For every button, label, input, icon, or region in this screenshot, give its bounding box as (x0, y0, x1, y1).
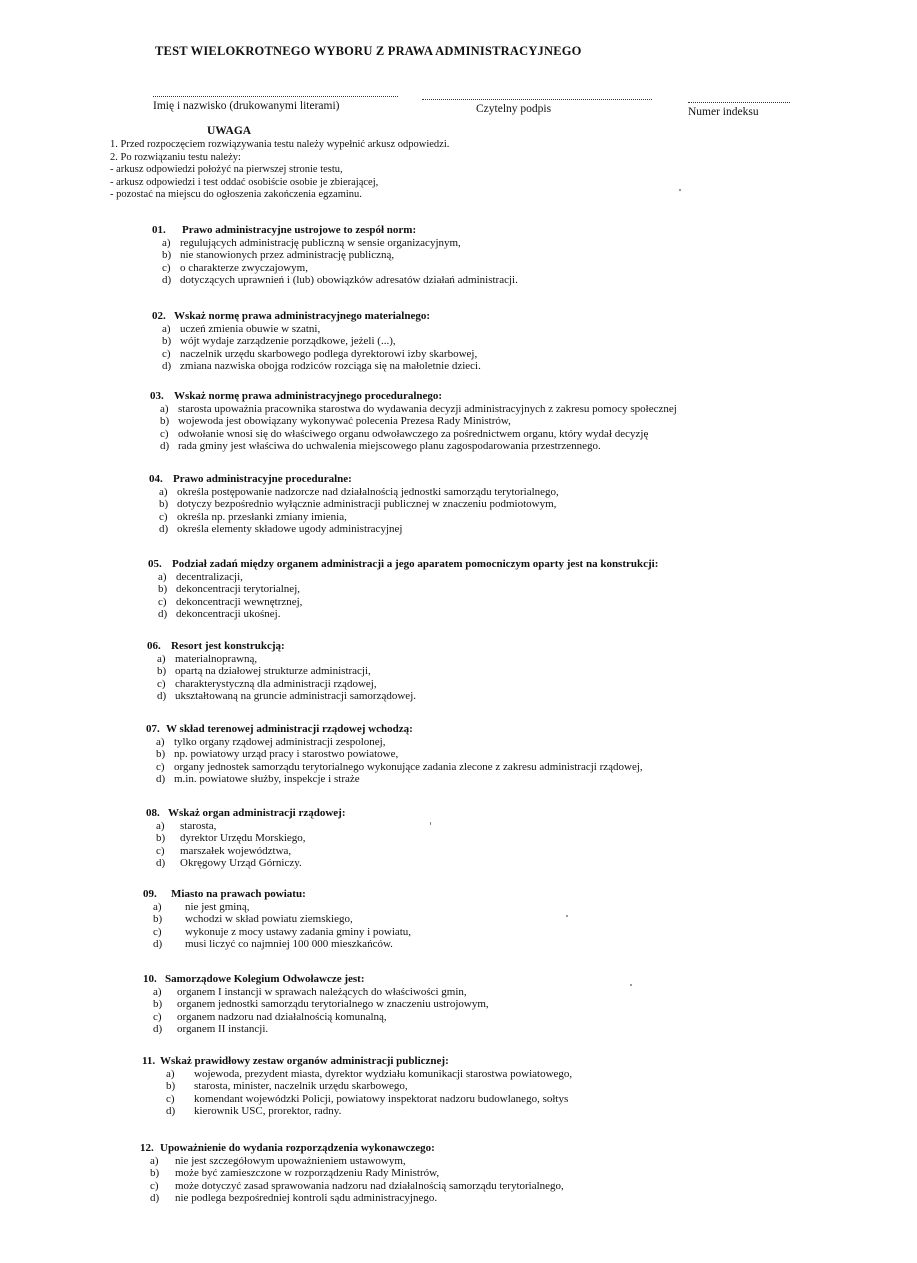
instruction-line: - arkusz odpowiedzi położyć na pierwszej stronie testu, (110, 164, 343, 176)
answer-option[interactable] (150, 1155, 564, 1167)
question-text: Resort jest konstrukcją: (171, 640, 285, 652)
index-field-label: Numer indeksu (688, 106, 759, 118)
answer-option[interactable] (158, 596, 658, 608)
question-08 (146, 807, 346, 870)
answer-letter: a) (153, 986, 162, 998)
question-number: 09. (143, 888, 157, 900)
answer-text: dotyczy bezpośrednio wyłącznie administracji publicznej w znaczeniu podmiotowym, (177, 498, 557, 511)
answer-letter: d) (158, 608, 168, 621)
question-text: Miasto na prawach powiatu: (171, 888, 306, 900)
instruction-line: - pozostać na miejscu do ogłoszenia zakończenia egzaminu. (110, 189, 362, 201)
answer-option[interactable] (162, 360, 481, 372)
scan-speck (630, 984, 632, 986)
question-number: 04. (149, 473, 163, 485)
answer-option[interactable] (153, 1023, 489, 1035)
answer-letter: b) (158, 583, 168, 596)
answer-text: określa postępowanie nadzorcze nad działalnością jednostki samorządu terytorialnego, (177, 486, 559, 498)
answer-option[interactable] (156, 748, 643, 760)
answer-text: może dotyczyć zasad sprawowania nadzoru nad działalnością samorządu terytorialnego, (175, 1179, 564, 1192)
answer-text: naczelnik urzędu skarbowego podlega dyrektorowi izby skarbowej, (180, 347, 478, 360)
answer-letter: c) (159, 510, 168, 523)
question-12 (140, 1142, 564, 1205)
answer-text: wojewoda jest obowiązany wykonywać polecenia Prezesa Rady Ministrów, (178, 415, 511, 428)
name-field-label: Imię i nazwisko (drukowanymi literami) (153, 100, 340, 112)
answer-option[interactable] (156, 857, 346, 869)
answer-text: dekoncentracji terytorialnej, (176, 583, 300, 596)
answer-option[interactable] (153, 998, 489, 1010)
answer-option[interactable] (153, 901, 411, 913)
answer-text: starosta, (180, 820, 217, 832)
answer-letter: d) (153, 938, 163, 951)
answer-option[interactable] (166, 1105, 572, 1117)
question-10 (143, 973, 489, 1036)
question-text: Wskaż organ administracji rządowej: (168, 807, 346, 819)
question-header (148, 558, 658, 570)
question-05 (148, 558, 658, 621)
answer-option[interactable] (159, 523, 559, 535)
answer-text: wójt wydaje zarządzenie porządkowe, jeżeli (...), (180, 335, 396, 348)
question-header (143, 973, 489, 985)
question-04 (149, 473, 559, 536)
answer-text: marszałek województwa, (180, 844, 292, 857)
question-07 (146, 723, 643, 786)
answer-text: Okręgowy Urząd Górniczy. (180, 857, 302, 870)
question-text: Upoważnienie do wydania rozporządzenia wykonawczego: (160, 1142, 435, 1154)
answer-letter: b) (166, 1080, 176, 1093)
question-header (152, 310, 481, 322)
answer-text: tylko organy rządowej administracji zespolonej, (174, 736, 386, 748)
instructions-block (110, 139, 449, 202)
answer-letter: a) (160, 403, 169, 415)
answer-text: decentralizacji, (176, 571, 243, 583)
answer-letter: b) (156, 748, 166, 761)
instruction-line: 1. Przed rozpoczęciem rozwiązywania testu należy wypełnić arkusz odpowiedzi. (110, 139, 450, 150)
scan-speck (430, 822, 431, 825)
answer-text: uczeń zmienia obuwie w szatni, (180, 323, 321, 335)
answer-option[interactable] (156, 820, 346, 832)
answer-text: opartą na działowej strukturze administracji, (175, 665, 371, 678)
question-09 (143, 888, 411, 951)
answer-letter: d) (157, 690, 167, 703)
answer-text: np. powiatowy urząd pracy i starostwo powiatowe, (174, 748, 399, 761)
instructions-heading: UWAGA (207, 125, 252, 137)
answer-text: dekoncentracji ukośnej. (176, 608, 281, 621)
answer-letter: b) (150, 1167, 160, 1180)
answer-letter: d) (156, 857, 166, 870)
answer-letter: b) (153, 998, 163, 1011)
answer-letter: d) (162, 360, 172, 373)
question-number: 05. (148, 558, 162, 570)
question-number: 08. (146, 807, 160, 819)
name-field[interactable] (153, 88, 398, 112)
answer-option[interactable] (157, 653, 416, 665)
answer-text: wykonuje z mocy ustawy zadania gminy i powiatu, (185, 925, 412, 938)
answer-text: m.in. powiatowe służby, inspekcje i straże (174, 773, 360, 786)
answer-letter: a) (156, 736, 165, 748)
instruction-line: - arkusz odpowiedzi i test oddać osobiście osobie je zbierającej, (110, 176, 379, 188)
answer-text: starosta, minister, naczelnik urzędu skarbowego, (194, 1080, 408, 1093)
answer-text: organem II instancji. (177, 1023, 269, 1036)
answer-text: dekoncentracji wewnętrznej, (176, 595, 303, 608)
answer-text: określa np. przesłanki zmiany imienia, (177, 510, 347, 523)
answer-letter: c) (156, 760, 165, 773)
question-text: Wskaż prawidłowy zestaw organów administracji publicznej: (160, 1055, 449, 1067)
answer-letter: a) (153, 901, 162, 913)
question-number: 11. (142, 1055, 156, 1067)
question-header (142, 1055, 572, 1067)
question-header (146, 807, 346, 819)
answer-option[interactable] (162, 274, 518, 286)
answer-letter: d) (166, 1105, 176, 1118)
answer-letter: d) (156, 773, 166, 786)
answer-text: organy jednostek samorządu terytorialnego wykonujące zadania zlecone z zakresu administracji rządowej, (174, 760, 643, 773)
answer-option[interactable] (162, 249, 518, 261)
answer-option[interactable] (158, 571, 658, 583)
answer-option[interactable] (162, 237, 518, 249)
answer-letter: b) (156, 832, 166, 845)
answer-text: starosta upoważnia pracownika starostwa do wydawania decyzji administracyjnych z zakresu pomocy społecznej (178, 403, 677, 415)
answer-text: kierownik USC, prorektor, radny. (194, 1105, 342, 1118)
answer-text: nie jest gminą, (185, 901, 250, 913)
answer-letter: a) (157, 653, 166, 665)
answer-text: charakterystyczną dla administracji rządowej, (175, 677, 377, 690)
answer-letter: c) (166, 1092, 175, 1105)
answer-option[interactable] (158, 583, 658, 595)
signature-field[interactable] (422, 91, 652, 115)
signature-dotted-line (422, 91, 652, 100)
answer-option[interactable] (166, 1093, 572, 1105)
question-text: Wskaż normę prawa administracyjnego proceduralnego: (174, 390, 443, 402)
question-header (150, 390, 677, 402)
answer-letter: c) (162, 261, 171, 274)
answer-text: odwołanie wnosi się do właściwego organu odwoławczego za pośrednictwem organu, który wydał decyzję (178, 427, 649, 440)
question-header (143, 888, 411, 900)
answer-option[interactable] (156, 845, 346, 857)
question-text: W skład terenowej administracji rządowej wchodzą: (166, 723, 413, 735)
answer-option[interactable] (156, 761, 643, 773)
answer-text: regulujących administrację publiczną w sensie organizacyjnym, (180, 237, 461, 249)
answer-text: nie jest szczegółowym upoważnieniem ustawowym, (175, 1155, 406, 1167)
answer-option[interactable] (162, 323, 481, 335)
answer-option[interactable] (160, 428, 677, 440)
answer-letter: a) (150, 1155, 159, 1167)
answer-text: wojewoda, prezydent miasta, dyrektor wydziału komunikacji starostwa powiatowego, (194, 1068, 573, 1080)
answer-letter: a) (159, 486, 168, 498)
answer-letter: c) (153, 1010, 162, 1023)
answer-text: organem jednostki samorządu terytorialnego w znaczeniu ustrojowym, (177, 998, 489, 1011)
answer-letter: b) (160, 415, 170, 428)
answer-text: określa elementy składowe ugody administracyjnej (177, 523, 403, 536)
scan-speck (679, 189, 681, 191)
answer-text: organem I instancji w sprawach należących do właściwości gmin, (177, 986, 467, 998)
question-number: 10. (143, 973, 157, 985)
answer-option[interactable] (162, 335, 481, 347)
answer-option[interactable] (150, 1167, 564, 1179)
question-text: Wskaż normę prawa administracyjnego materialnego: (174, 310, 431, 322)
answer-option[interactable] (153, 913, 411, 925)
answer-option[interactable] (166, 1080, 572, 1092)
answer-text: dotyczących uprawnień i (lub) obowiązków adresatów działań administracji. (180, 274, 518, 287)
answer-letter: c) (153, 925, 162, 938)
signature-field-label: Czytelny podpis (476, 103, 552, 115)
answer-letter: d) (150, 1192, 160, 1205)
question-header (149, 473, 559, 485)
answer-letter: a) (166, 1068, 175, 1080)
answer-letter: a) (162, 323, 171, 335)
answer-option[interactable] (150, 1192, 564, 1204)
question-header (140, 1142, 564, 1154)
answer-letter: a) (158, 571, 167, 583)
answer-option[interactable] (159, 498, 559, 510)
answer-letter: d) (159, 523, 169, 536)
answer-text: rada gminy jest właściwa do uchwalenia miejscowego planu zagospodarowania przestrzennego. (178, 440, 601, 453)
answer-text: może być zamieszczone w rozporządzeniu Rady Ministrów, (175, 1167, 440, 1180)
answer-option[interactable] (157, 690, 416, 702)
answer-option[interactable] (153, 938, 411, 950)
answer-text: komendant wojewódzki Policji, powiatowy inspektorat nadzoru budowlanego, sołtys (194, 1092, 569, 1105)
question-number: 02. (152, 310, 166, 322)
index-number-field[interactable] (688, 94, 790, 118)
answer-option[interactable] (156, 773, 643, 785)
answer-option[interactable] (160, 415, 677, 427)
answer-option[interactable] (153, 986, 489, 998)
answer-option[interactable] (156, 832, 346, 844)
answer-option[interactable] (158, 608, 658, 620)
answer-letter: a) (156, 820, 165, 832)
answer-letter: c) (157, 677, 166, 690)
question-number: 12. (140, 1142, 154, 1154)
answer-letter: c) (156, 844, 165, 857)
answer-option[interactable] (157, 678, 416, 690)
scan-speck (566, 915, 568, 917)
answer-letter: c) (160, 427, 169, 440)
answer-option[interactable] (153, 926, 411, 938)
answer-letter: a) (162, 237, 171, 249)
question-number: 03. (150, 390, 164, 402)
answer-text: nie podlega bezpośredniej kontroli sądu administracyjnego. (175, 1192, 438, 1205)
answer-letter: b) (159, 498, 169, 511)
answer-text: wchodzi w skład powiatu ziemskiego, (185, 913, 353, 926)
answer-letter: b) (157, 665, 167, 678)
answer-text: ukształtowaną na gruncie administracji samorządowej. (175, 690, 416, 703)
question-text: Prawo administracyjne proceduralne: (173, 473, 352, 485)
answer-option[interactable] (150, 1180, 564, 1192)
question-number: 06. (147, 640, 161, 652)
question-header (146, 723, 643, 735)
instruction-line: 2. Po rozwiązaniu testu należy: (110, 151, 241, 163)
question-number: 07. (146, 723, 160, 735)
question-02 (152, 310, 481, 373)
answer-letter: b) (162, 335, 172, 348)
question-06 (147, 640, 416, 703)
answer-option[interactable] (157, 665, 416, 677)
answer-text: dyrektor Urzędu Morskiego, (180, 832, 306, 845)
name-dotted-line (153, 88, 398, 97)
question-01 (152, 224, 518, 287)
answer-text: o charakterze zwyczajowym, (180, 261, 308, 274)
answer-option[interactable] (162, 262, 518, 274)
answer-letter: c) (158, 595, 167, 608)
question-text: Samorządowe Kolegium Odwoławcze jest: (165, 973, 365, 985)
question-text: Prawo administracyjne ustrojowe to zespół norm: (182, 224, 417, 236)
question-text: Podział zadań między organem administracji a jego aparatem pomocniczym oparty jest na konstrukcji: (172, 558, 659, 570)
answer-option[interactable] (162, 348, 481, 360)
document-title: TEST WIELOKROTNEGO WYBORU Z PRAWA ADMINISTRACYJNEGO (155, 44, 582, 58)
question-number: 01. (152, 224, 166, 236)
answer-text: materialnoprawną, (175, 653, 258, 665)
answer-option[interactable] (159, 511, 559, 523)
answer-option[interactable] (160, 440, 677, 452)
answer-text: musi liczyć co najmniej 100 000 mieszkańców. (185, 938, 393, 951)
answer-letter: c) (150, 1179, 159, 1192)
question-11 (142, 1055, 572, 1118)
answer-text: organem nadzoru nad działalnością komunalną, (177, 1010, 387, 1023)
question-03 (150, 390, 677, 453)
index-dotted-line (688, 94, 790, 103)
answer-letter: d) (160, 440, 170, 453)
answer-letter: d) (153, 1023, 163, 1036)
question-header (147, 640, 416, 652)
answer-option[interactable] (156, 736, 643, 748)
answer-option[interactable] (153, 1011, 489, 1023)
answer-option[interactable] (160, 403, 677, 415)
answer-option[interactable] (159, 486, 559, 498)
answer-text: zmiana nazwiska obojga rodziców rozciąga się na małoletnie dzieci. (180, 360, 481, 373)
answer-letter: d) (162, 274, 172, 287)
answer-letter: b) (153, 913, 163, 926)
answer-option[interactable] (166, 1068, 572, 1080)
answer-letter: b) (162, 249, 172, 262)
answer-text: nie stanowionych przez administrację publiczną, (180, 249, 395, 262)
question-header (152, 224, 518, 236)
answer-letter: c) (162, 347, 171, 360)
